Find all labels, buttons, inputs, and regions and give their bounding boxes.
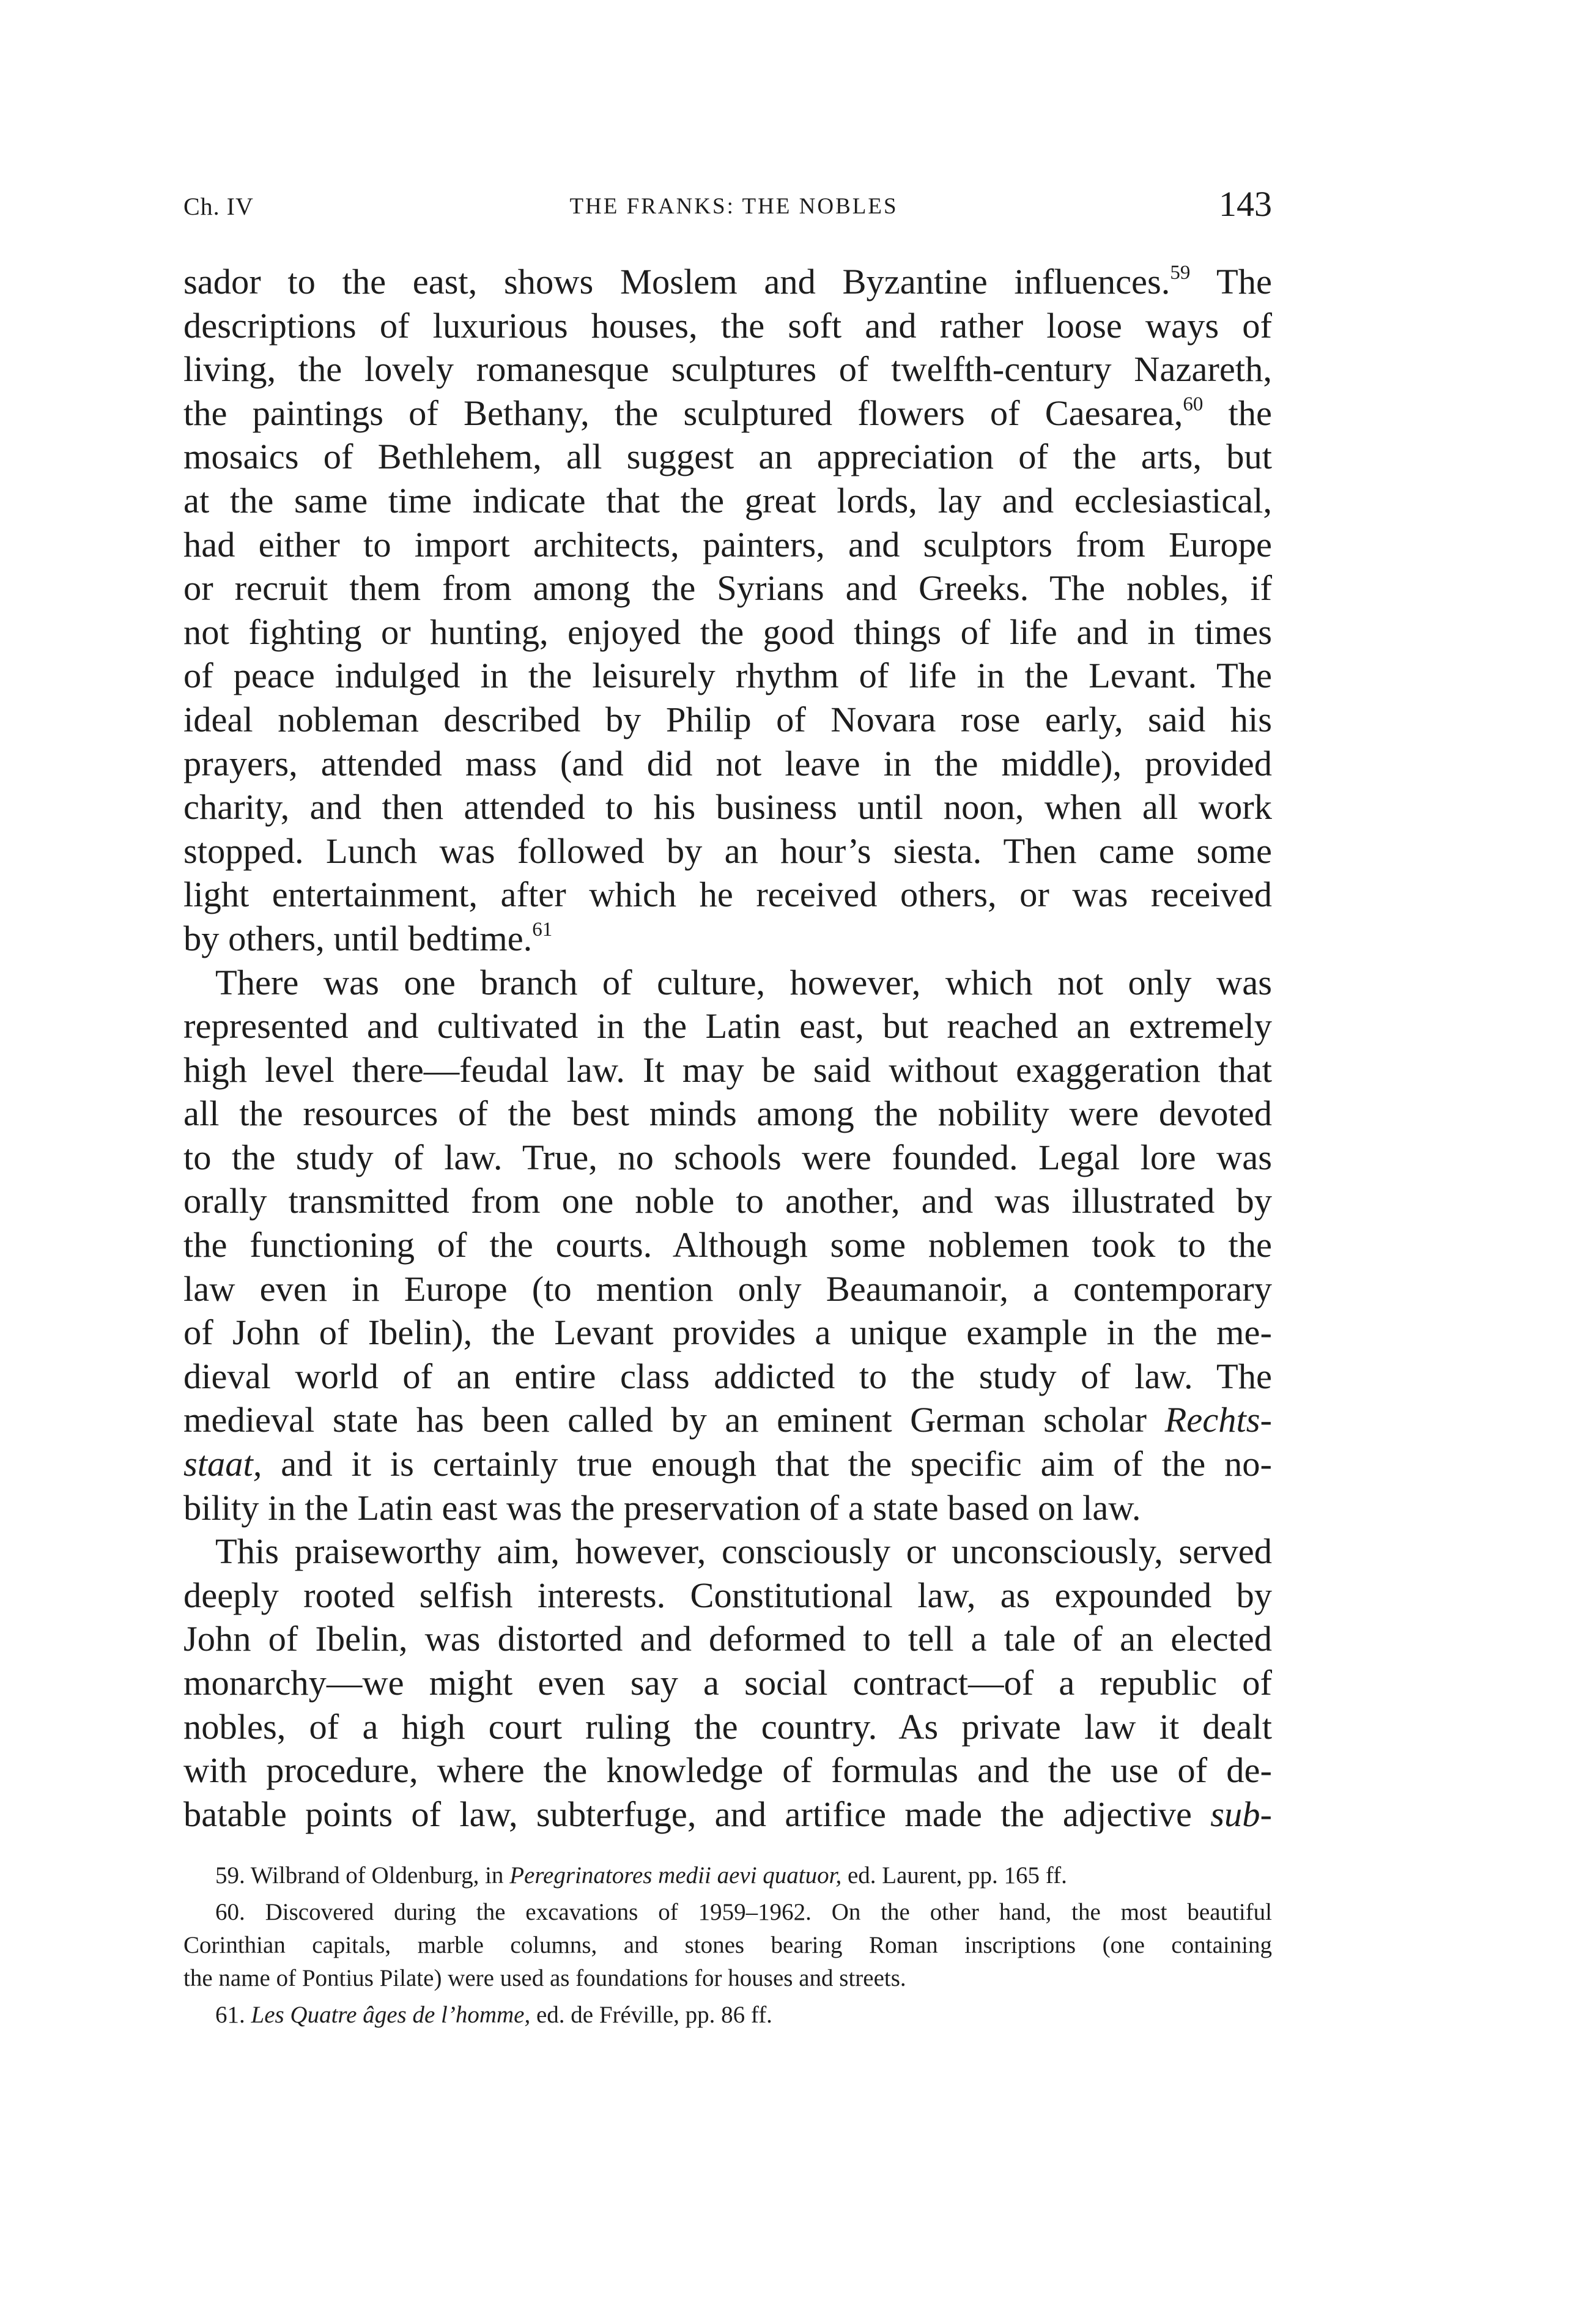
footnote-59: 59. Wilbrand of Oldenburg, in Peregrinatores medii aevi quatuor, ed. Laurent, pp. 165 ff.	[215, 1862, 1067, 1889]
footnote-ref-59: 59	[1170, 262, 1191, 284]
italic-title: Peregrinatores medii aevi quatuor,	[509, 1862, 842, 1889]
footnote-60: 60. Discovered during the excavations of 1959–1962. On the other hand, the most beautiful	[215, 1899, 1272, 1925]
text-line: light entertainment, after which he received others, or was received	[183, 875, 1272, 915]
text-line: sador to the east, shows Moslem and Byzantine influences.$^{59}$ The	[183, 262, 1272, 302]
text-line: nobles, of a high court ruling the country. As private law it dealt	[183, 1706, 1272, 1747]
text-line: staat, and it is certainly true enough that the specific aim of the no-	[183, 1444, 1272, 1484]
text-line: orally transmitted from one noble to another, and was illustrated by	[183, 1181, 1272, 1221]
text-line: law even in Europe (to mention only Beaumanoir, a contemporary	[183, 1268, 1272, 1309]
text-line: represented and cultivated in the Latin east, but reached an extremely	[183, 1006, 1272, 1046]
text-line: monarchy—we might even say a social contract—of a republic of	[183, 1663, 1272, 1703]
text-line: the functioning of the courts. Although some noblemen took to the	[183, 1225, 1272, 1265]
text-line: mosaics of Bethlehem, all suggest an appreciation of the arts, but	[183, 437, 1272, 477]
text-line: descriptions of luxurious houses, the soft and rather loose ways of	[183, 305, 1272, 346]
footnotes	[183, 1859, 1272, 2032]
text-line: batable points of law, subterfuge, and artifice made the adjective sub-	[183, 1794, 1272, 1834]
text-line: medieval state has been called by an eminent German scholar Rechts-	[183, 1400, 1272, 1440]
footnote-ref-61: 61	[532, 918, 553, 941]
text-line: charity, and then attended to his business until noon, when all work	[183, 787, 1272, 827]
body-text	[183, 260, 1272, 1836]
text-line: all the resources of the best minds among the nobility were devoted	[183, 1094, 1272, 1134]
text-line: had either to import architects, painters, and sculptors from Europe	[183, 524, 1272, 564]
footnote-60-cont: the name of Pontius Pilate) were used as foundations for houses and streets.	[183, 1965, 906, 1991]
text-line: stopped. Lunch was followed by an hour’s siesta. Then came some	[183, 831, 1272, 871]
text-line: ideal nobleman described by Philip of Novara rose early, said his	[183, 699, 1272, 739]
text-line: at the same time indicate that the great lords, lay and ecclesiastical,	[183, 480, 1272, 520]
text-line: not fighting or hunting, enjoyed the good things of life and in times	[183, 612, 1272, 652]
text-line: John of Ibelin, was distorted and deformed to tell a tale of an elected	[183, 1619, 1272, 1659]
running-title: THE FRANKS: THE NOBLES	[569, 194, 898, 219]
italic-term: staat,	[183, 1444, 262, 1484]
italic-term: Rechts-	[1164, 1400, 1272, 1440]
page-number: 143	[1219, 184, 1272, 224]
text-line: deeply rooted selfish interests. Constitutional law, as expounded by	[183, 1575, 1272, 1615]
text-line: the paintings of Bethany, the sculptured flowers of Caesarea,$^{60}$ the	[183, 393, 1273, 433]
footnote-ref-60: 60	[1183, 393, 1204, 415]
text-line: high level there—feudal law. It may be said without exaggeration that	[183, 1049, 1272, 1090]
footnote-61: 61. Les Quatre âges de l’homme, ed. de Fréville, pp. 86 ff.	[215, 2002, 772, 2028]
text-line: living, the lovely romanesque sculptures of twelfth-century Nazareth,	[183, 349, 1272, 390]
text-line: with procedure, where the knowledge of formulas and the use of de-	[183, 1750, 1272, 1791]
text-line: There was one branch of culture, however, which not only was	[215, 962, 1272, 1002]
text-line: of John of Ibelin), the Levant provides a unique example in the me-	[183, 1312, 1272, 1353]
text-line: bility in the Latin east was the preservation of a state based on law.	[183, 1487, 1141, 1528]
italic-term: sub-	[1210, 1794, 1272, 1834]
text-line: dieval world of an entire class addicted to the study of law. The	[183, 1356, 1272, 1396]
footnote-60-cont: Corinthian capitals, marble columns, and stones bearing Roman inscriptions (one containing	[183, 1932, 1272, 1958]
running-head	[183, 183, 1272, 239]
chapter-label: Ch. IV	[183, 193, 254, 220]
text-line: This praiseworthy aim, however, consciously or unconsciously, served	[215, 1531, 1272, 1572]
text-line: of peace indulged in the leisurely rhythm of life in the Levant. The	[183, 656, 1272, 696]
text-line: prayers, attended mass (and did not leave in the middle), provided	[183, 743, 1272, 783]
text-line: or recruit them from among the Syrians and Greeks. The nobles, if	[183, 568, 1272, 609]
text-line: by others, until bedtime.$^{61}$	[183, 918, 553, 958]
text-line: to the study of law. True, no schools were founded. Legal lore was	[183, 1137, 1272, 1177]
italic-title: Les Quatre âges de l’homme,	[251, 2002, 531, 2028]
